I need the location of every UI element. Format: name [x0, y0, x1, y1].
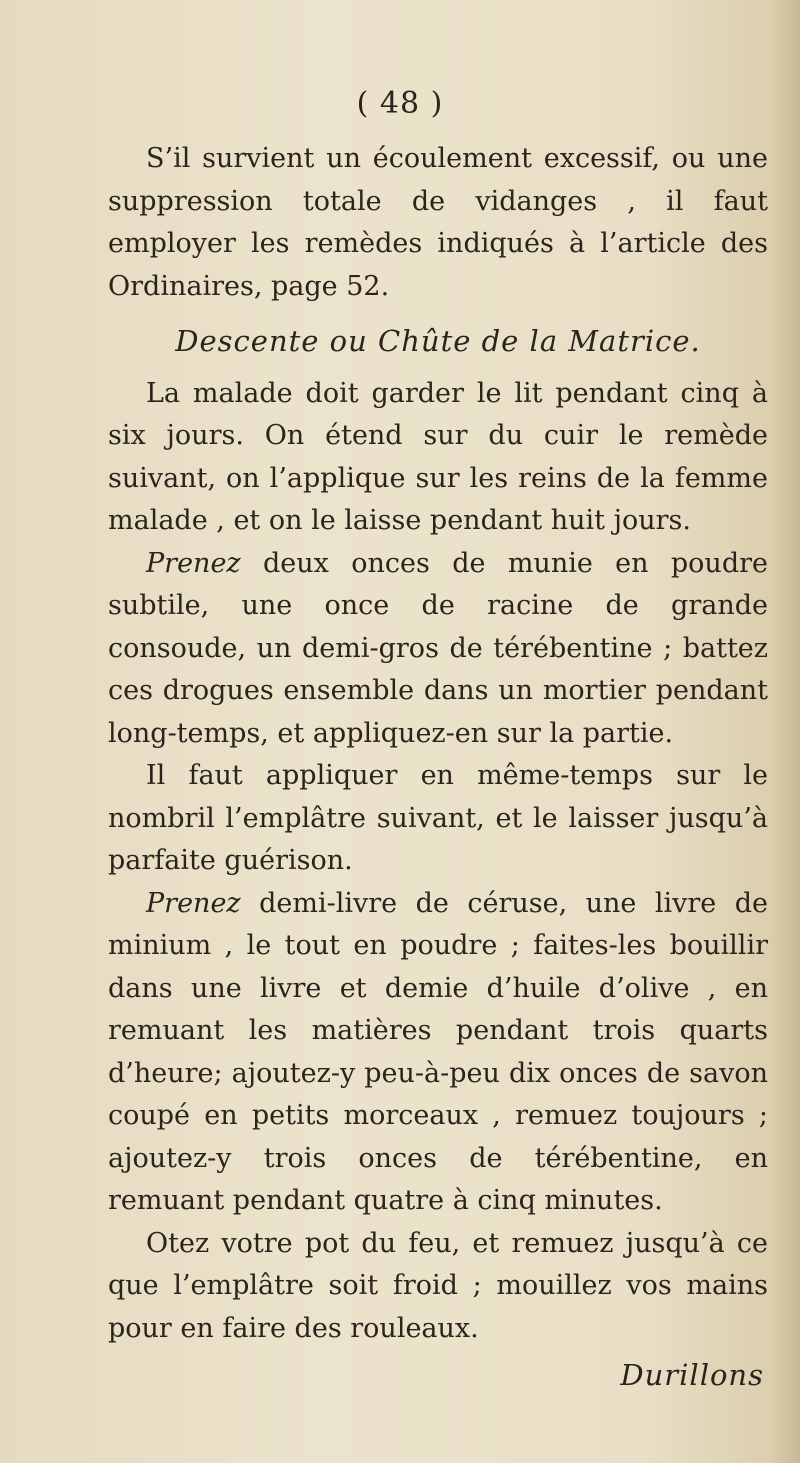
recipe-two-body: demi-livre de céruse, une livre de minium , le tout en poudre ; faites-les bouillir dans une livre et demie d’huile d’olive , en remuant les matières pendant trois quarts d’heure; ajoutez-y peu-à-peu dix onces de savon coupé en petits morceaux , remuez toujours ; ajoutez-y trois onces de térébentine, en remuant pendant quatre à cinq minutes.	[108, 887, 768, 1216]
section-heading: Descente ou Chûte de la Matrice.	[175, 324, 701, 358]
paragraph-recipe-one	[108, 543, 768, 756]
paragraph-otez: Otez votre pot du feu, et remuez jusqu’à ce que l’emplâtre soit froid ; mouillez vos mains pour en faire des rouleaux.	[108, 1227, 768, 1344]
recipe-one-lead: Prenez	[146, 547, 241, 579]
page-number: ( 48 )	[356, 86, 444, 121]
text-block	[108, 138, 768, 1397]
recipe-one-body: deux onces de munie en poudre subtile, une once de racine de grande consoude, un demi-gros de térébentine ; battez ces drogues ensemble dans un mortier pendant long-temps, et appliquez-en sur la partie.	[108, 547, 768, 749]
paragraph-recipe-two	[108, 883, 768, 1223]
paragraph-nombril: Il faut appliquer en même-temps sur le nombril l’emplâtre suivant, et le laisser jusqu’à parfaite guérison.	[108, 760, 768, 876]
page-edge-shadow	[770, 0, 800, 1463]
paragraph-malade: La malade doit garder le lit pendant cinq à six jours. On étend sur du cuir le remède suivant, on l’applique sur les reins de la femme malade , et on le laisse pendant huit jours.	[108, 377, 768, 536]
catchword: Durillons	[620, 1358, 764, 1392]
recipe-two-lead: Prenez	[146, 887, 241, 919]
paragraph-vidanges: S’il survient un écoulement excessif, ou une suppression totale de vidanges , il faut employer les remèdes indiqués à l’article des Ordinaires, page 52.	[108, 143, 768, 302]
